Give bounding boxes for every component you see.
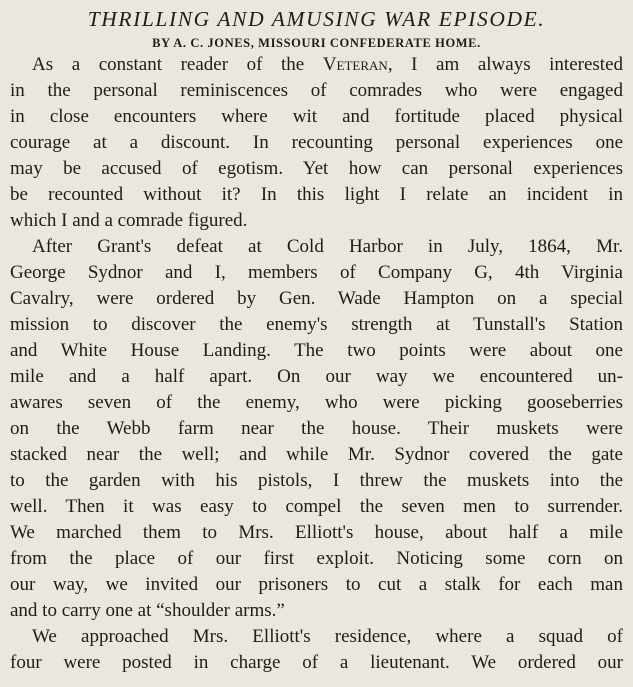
text-line: mile and a half apart. On our way we encountered un- (10, 366, 623, 387)
article-byline: BY A. C. JONES, MISSOURI CONFEDERATE HOME. (152, 36, 481, 50)
text-line: awares seven of the enemy, who were picking gooseberries (10, 392, 623, 413)
text-line: on the Webb farm near the house. Their muskets were (10, 418, 623, 439)
article-body (10, 52, 623, 676)
text-line: well. Then it was easy to compel the seven men to surrender. (10, 496, 623, 517)
text-line: George Sydnor and I, members of Company G, 4th Virginia (10, 262, 623, 283)
text-line: courage at a discount. In recounting personal experiences one (10, 132, 623, 153)
text-line: in the personal reminiscences of comrades who were engaged (10, 80, 623, 101)
text-line: may be accused of egotism. Yet how can personal experiences (10, 158, 623, 179)
text-line: We approached Mrs. Elliott's residence, where a squad of (32, 626, 623, 647)
article-title: THRILLING AND AMUSING WAR EPISODE. (87, 7, 546, 31)
text-line: and to carry one at “shoulder arms.” (10, 600, 285, 621)
text-line: four were posted in charge of a lieutenant. We ordered our (10, 652, 623, 673)
text-line: to the garden with his pistols, I threw the muskets into the (10, 470, 623, 491)
text-line: which I and a comrade figured. (10, 210, 248, 231)
text-line: from the place of our first exploit. Noticing some corn on (10, 548, 623, 569)
text-line: stacked near the well; and while Mr. Sydnor covered the gate (10, 444, 623, 465)
paragraph (10, 52, 623, 234)
text-line: After Grant's defeat at Cold Harbor in July, 1864, Mr. (32, 236, 623, 257)
text-line: and White House Landing. The two points were about one (10, 340, 623, 361)
text-line: mission to discover the enemy's strength at Tunstall's Station (10, 314, 623, 335)
text-line: in close encounters where wit and fortitude placed physical (10, 106, 623, 127)
text-line: As a constant reader of the Veteran, I am always interested (32, 54, 623, 75)
text-line: We marched them to Mrs. Elliott's house, about half a mile (10, 522, 623, 543)
text-line: our way, we invited our prisoners to cut a stalk for each man (10, 574, 623, 595)
text-line: Cavalry, were ordered by Gen. Wade Hampton on a special (10, 288, 623, 309)
paragraph (10, 234, 623, 624)
text-line: be recounted without it? In this light I relate an incident in (10, 184, 623, 205)
paragraph (10, 624, 623, 676)
